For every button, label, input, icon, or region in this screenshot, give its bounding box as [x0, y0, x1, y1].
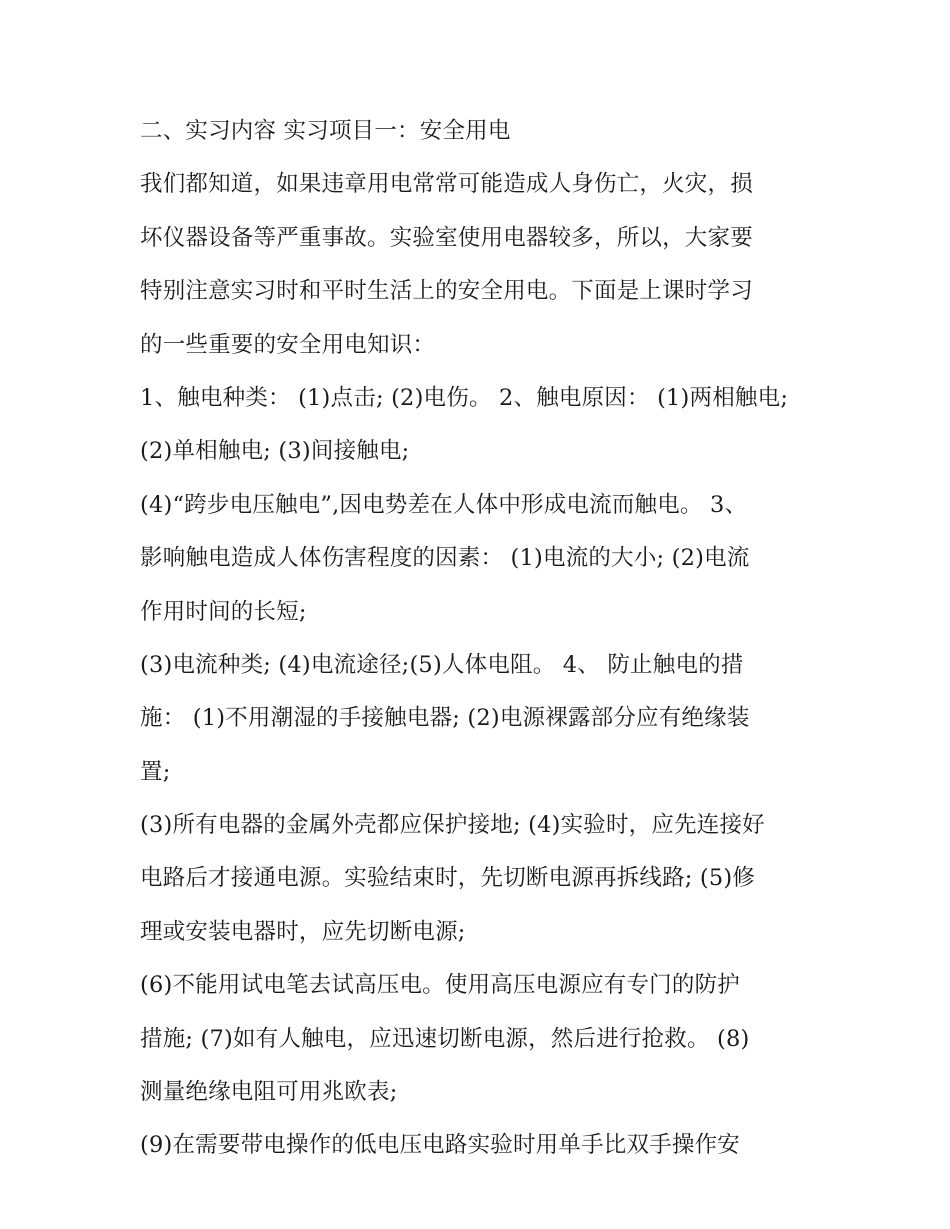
text-line: (3)所有电器的金属外壳都应保护接地; (4)实验时，应先连接好	[140, 812, 765, 839]
text-line: 电路后才接通电源。实验结束时，先切断电源再拆线路; (5)修	[140, 865, 756, 892]
text-line: (4)“跨步电压触电”,因电势差在人体中形成电流而触电。 3、	[140, 491, 748, 518]
text-line: (9)在需要带电操作的低电压电路实验时用单手比双手操作安	[140, 1132, 740, 1159]
text-line: 1、触电种类： (1)点击; (2)电伤。 2、触电原因： (1)两相触电;	[140, 384, 789, 411]
text-line: 理或安装电器时，应先切断电源;	[140, 918, 466, 945]
text-line: 施： (1)不用潮湿的手接触电器; (2)电源裸露部分应有绝缘装	[140, 705, 750, 732]
text-line: 作用时间的长短;	[140, 598, 307, 625]
text-line: 置;	[140, 758, 171, 785]
section-heading: 二、实习内容 实习项目一：安全用电	[140, 118, 511, 144]
text-line: (6)不能用试电笔去试高压电。使用高压电源应有专门的防护	[140, 972, 740, 999]
text-line: (2)单相触电; (3)间接触电;	[140, 438, 410, 465]
text-line: (3)电流种类; (4)电流途径;(5)人体电阻。 4、 防止触电的措	[140, 651, 744, 678]
document-body	[140, 105, 820, 1173]
text-line: 的一些重要的安全用电知识：	[140, 331, 436, 358]
text-line: 特别注意实习时和平时生活上的安全用电。下面是上课时学习	[140, 278, 753, 305]
text-line: 影响触电造成人体伤害程度的因素： (1)电流的大小; (2)电流	[140, 545, 750, 572]
text-line: 措施; (7)如有人触电，应迅速切断电源，然后进行抢救。 (8)	[140, 1025, 750, 1052]
text-line: 我们都知道，如果违章用电常常可能造成人身伤亡，火灾，损	[140, 171, 753, 198]
text-line: 测量绝缘电阻可用兆欧表;	[140, 1079, 398, 1106]
text-line: 坏仪器设备等严重事故。实验室使用电器较多，所以，大家要	[140, 224, 753, 251]
